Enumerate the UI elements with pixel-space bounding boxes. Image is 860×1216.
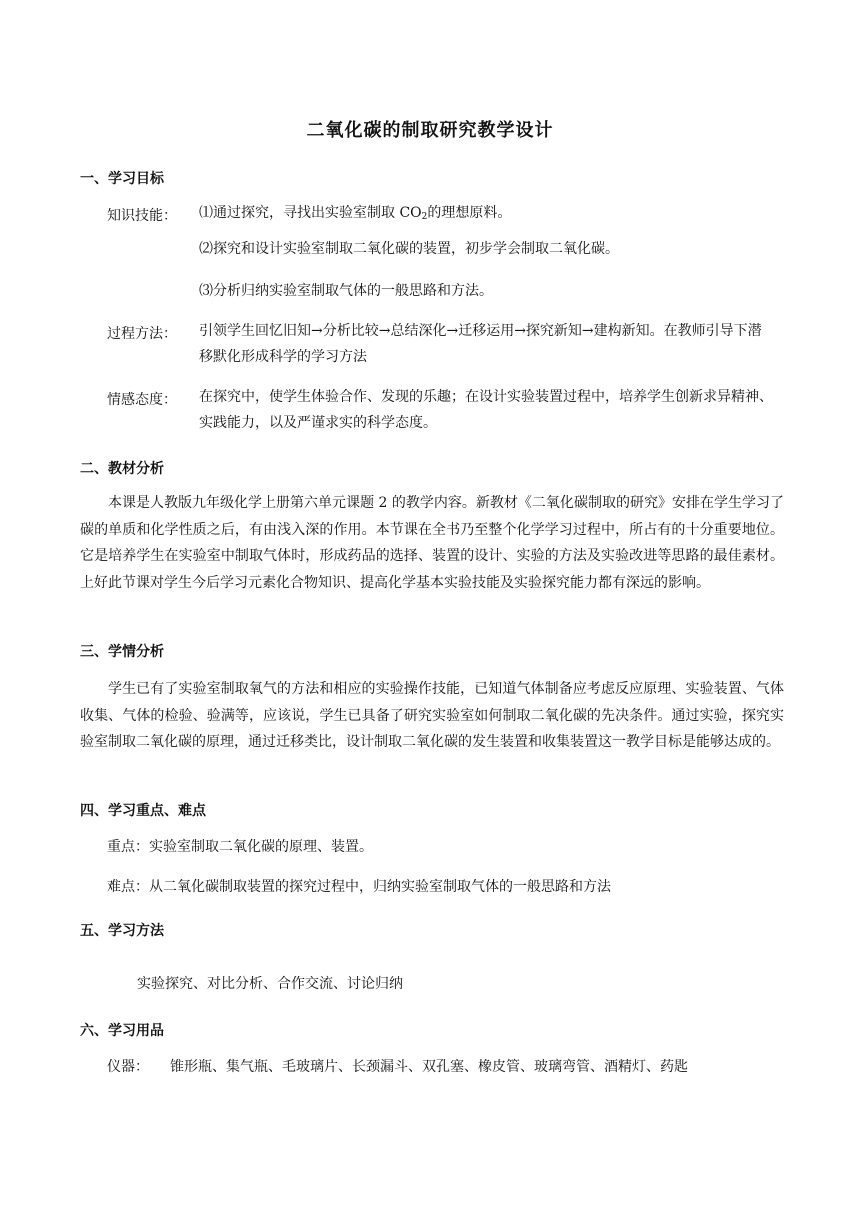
emotion-text: 在探究中，使学生体验合作、发现的乐趣；在设计实验装置过程中，培养学生创新求异精神、实践能力，以及严谨求实的科学态度。 [199, 389, 773, 431]
process-label: 过程方法： [107, 326, 177, 342]
textbook-analysis-paragraph: 本课是人教版九年级化学上册第六单元课题 2 的教学内容。新教材《二氧化碳制取的研究》安排在学生学习了碳的单质和化学性质之后，有由浅入深的作用。本节课在全书乃至整个化学学习过程中，所占有的十分重要地位。它是培养学生在实验室中制取气体时，形成药品的选择、装置的设计、实验的方法及实验改进等思路的最佳素材。上好此节课对学生今后学习元素化合物知识、提高化学基本实验技能及实验探究能力都有深远的影响。 [80, 495, 784, 591]
co2-subscript: 2 [421, 212, 428, 222]
instruments-label: 仪器： [107, 1059, 149, 1075]
section-heading-textbook: 二、教材分析 [80, 461, 164, 477]
knowledge-item-2: ⑵探究和设计实验室制取二氧化碳的装置，初步学会制取二氧化碳。 [199, 241, 619, 257]
methods-text: 实验探究、对比分析、合作交流、讨论归纳 [137, 976, 403, 992]
section-heading-methods: 五、学习方法 [80, 923, 164, 939]
section-heading-objectives: 一、学习目标 [80, 171, 164, 187]
knowledge-item-1-suffix: 的理想原料。 [427, 205, 512, 221]
knowledge-label: 知识技能： [107, 208, 177, 224]
learner-analysis-paragraph: 学生已有了实验室制取氧气的方法和相应的实验操作技能，已知道气体制备应考虑反应原理、实验装置、气体收集、气体的检验、验满等，应该说，学生已具备了研究实验室如何制取二氧化碳的先决条件。通过实验，探究实验室制取二氧化碳的原理，通过迁移类比，设计制取二氧化碳的发生装置和收集装置这一教学目标是能够达成的。 [80, 681, 784, 750]
knowledge-item-3: ⑶分析归纳实验室制取气体的一般思路和方法。 [199, 283, 493, 299]
difficulty-text: 难点：从二氧化碳制取装置的探究过程中，归纳实验室制取气体的一般思路和方法 [107, 879, 611, 895]
knowledge-item-1 [199, 200, 511, 226]
knowledge-item-1-prefix: ⑴通过探究，寻找出实验室制取 CO [199, 205, 422, 221]
key-point-text: 重点：实验室制取二氧化碳的原理、装置。 [107, 839, 373, 855]
section-heading-key-points: 四、学习重点、难点 [80, 803, 206, 819]
section-heading-learner: 三、学情分析 [80, 644, 164, 660]
section-heading-supplies: 六、学习用品 [80, 1023, 164, 1039]
document-title: 二氧化碳的制取研究教学设计 [306, 120, 554, 141]
process-text: 引领学生回忆旧知→分析比较→总结深化→迁移运用→探究新知→建构新知。在教师引导下潜移默化形成科学的学习方法 [199, 323, 762, 365]
emotion-label: 情感态度： [107, 392, 177, 408]
instruments-list: 锥形瓶、集气瓶、毛玻璃片、长颈漏斗、双孔塞、橡皮管、玻璃弯管、酒精灯、药匙 [170, 1059, 688, 1075]
